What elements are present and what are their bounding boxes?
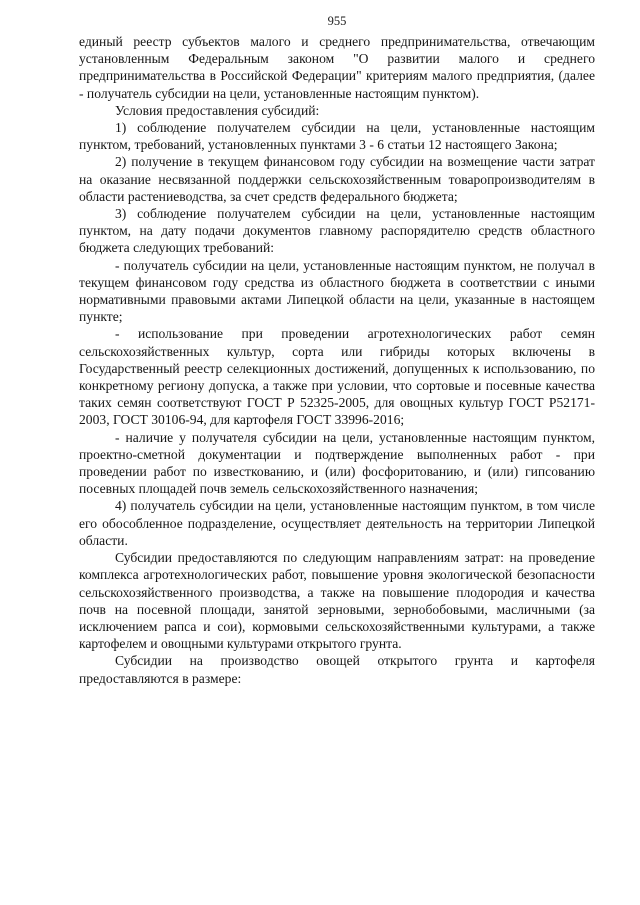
paragraph: Субсидии предоставляются по следующим направлениям затрат: на проведение комплекса агротехнологических работ, повышение уровня экологической безопасности сельскохозяйственного производства, а также на повышение плодородия и качества почв на посевной площади, занятой зерновыми, зернобобовыми, масличными (за исключением рапса и сои), кормовыми сельскохозяйственными культурами, а также картофелем и овощными культурами открытого грунта. bbox=[79, 550, 595, 652]
paragraph: - получатель субсидии на цели, установленные настоящим пунктом, не получал в текущем финансовом году средства из областного бюджета в соответствии с иными нормативными правовыми актами Липецкой области на цели, указанные в настоящем пункте; bbox=[79, 257, 595, 325]
paragraph: 2) получение в текущем финансовом году субсидии на возмещение части затрат на оказание несвязанной поддержки сельскохозяйственным товаропроизводителям в области растениеводства, за счет средств федерального бюджета; bbox=[79, 154, 595, 204]
paragraph: Условия предоставления субсидий: bbox=[115, 102, 320, 118]
paragraph: 1) соблюдение получателем субсидии на цели, установленные настоящим пунктом, требований, установленных пунктами 3 - 6 статьи 12 настоящего Закона; bbox=[79, 120, 595, 153]
paragraph: 4) получатель субсидии на цели, установленные настоящим пунктом, в том числе его обособленное подразделение, осуществляет деятельность на территории Липецкой области. bbox=[79, 498, 595, 548]
paragraph: Субсидии на производство овощей открытого грунта и картофеля предоставляются в размере: bbox=[79, 653, 595, 686]
paragraph: 3) соблюдение получателем субсидии на цели, установленные настоящим пунктом, на дату подачи документов главному распорядителю средств областного бюджета следующих требований: bbox=[79, 206, 595, 256]
page-number: 955 bbox=[327, 14, 347, 28]
document-body bbox=[79, 33, 595, 687]
paragraph: - наличие у получателя субсидии на цели, установленные настоящим пунктом, проектно-сметной документации и подтверждение выполненных работ - при проведении работ по известкованию, и (или) фосфоритованию, и (или) гипсованию посевных площадей почв земель сельскохозяйственного назначения; bbox=[79, 429, 595, 497]
paragraph: - использование при проведении агротехнологических работ семян сельскохозяйственных культур, сорта или гибриды которых включены в Государственный реестр селекционных достижений, допущенных к использованию, по конкретному региону допуска, а также при условии, что сортовые и посевные качества таких семян соответствуют ГОСТ Р 52325-2005, для овощных культур ГОСТ Р52171-2003, ГОСТ 30106-94, для картофеля ГОСТ 33996-2016; bbox=[79, 326, 595, 428]
document-page bbox=[79, 14, 595, 687]
paragraph: единый реестр субъектов малого и среднего предпринимательства, отвечающим установленным Федеральным законом "О развитии малого и среднего предпринимательства в Российской Федерации" критериям малого предприятия, (далее - получатель субсидии на цели, установленные настоящим пунктом). bbox=[79, 34, 595, 101]
